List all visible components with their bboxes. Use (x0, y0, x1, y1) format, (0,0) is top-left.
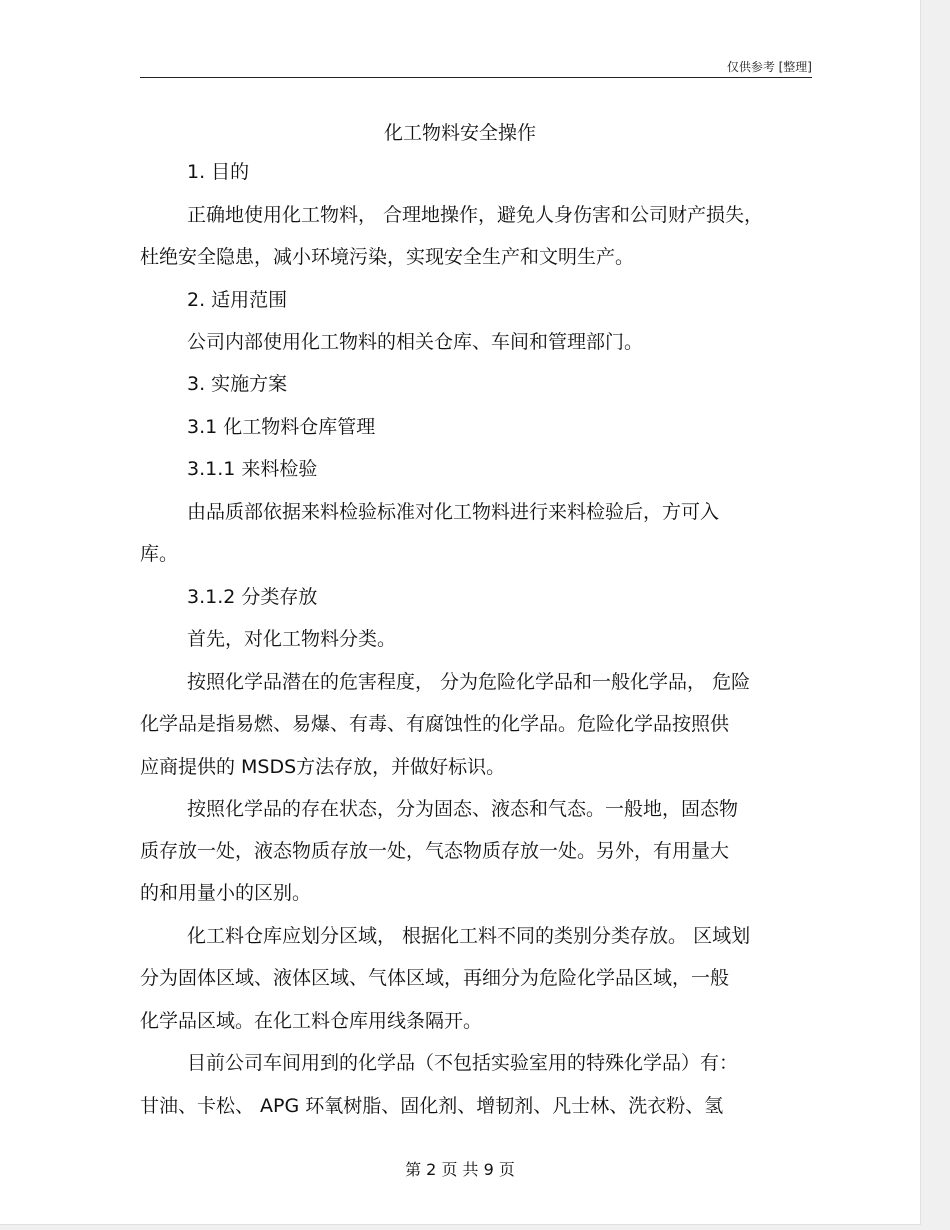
paragraph-line: 正确地使用化工物料， 合理地操作，避免人身伤害和公司财产损失， (187, 204, 764, 226)
paragraph-line: 首先，对化工物料分类。 (187, 628, 397, 650)
paragraph-line: 的和用量小的区别。 (140, 882, 312, 904)
paragraph-line: 目前公司车间用到的化学品（不包括实验室用的特殊化学品）有： (187, 1052, 739, 1074)
document-title: 化工物料安全操作 (383, 122, 536, 144)
paragraph-line: 化学品区域。在化工料仓库用线条隔开。 (140, 1010, 483, 1032)
paragraph-line: 化工料仓库应划分区域， 根据化工料不同的类别分类存放。 区域划 (187, 925, 751, 947)
paragraph-line: 质存放一处，液态物质存放一处，气态物质存放一处。另外，有用量大 (140, 840, 730, 862)
paragraph-line: 公司内部使用化工物料的相关仓库、车间和管理部门。 (187, 331, 644, 353)
paragraph-line: 化学品是指易燃、易爆、有毒、有腐蚀性的化学品。危险化学品按照供 (140, 713, 730, 735)
paragraph-line: 按照化学品的存在状态，分为固态、液态和气态。一般地，固态物 (187, 798, 739, 820)
paragraph-line: 由品质部依据来料检验标准对化工物料进行来料检验后，方可入 (187, 501, 720, 523)
page-header: 仅供参考 [整理] (726, 60, 812, 74)
section-heading: 3.1 化工物料仓库管理 (187, 416, 376, 438)
paragraph-line: 甘油、卡松、 APG 环氧树脂、固化剂、增韧剂、凡士林、洗衣粉、氢 (140, 1095, 724, 1117)
section-heading: 3. 实施方案 (187, 373, 288, 395)
paragraph-line: 应商提供的 MSDS方法存放，并做好标识。 (140, 756, 506, 778)
paragraph-line: 按照化学品潜在的危害程度， 分为危险化学品和一般化学品， 危险 (187, 671, 751, 693)
section-heading: 3.1.2 分类存放 (187, 586, 318, 608)
header-rule (140, 77, 812, 78)
paragraph-line: 杜绝安全隐患，减小环境污染，实现安全生产和文明生产。 (140, 246, 635, 268)
section-heading: 3.1.1 来料检验 (187, 458, 318, 480)
section-heading: 1. 目的 (187, 161, 250, 183)
paragraph-line: 分为固体区域、液体区域、气体区域，再细分为危险化学品区域，一般 (140, 967, 730, 989)
page-footer: 第 2 页 共 9 页 (405, 1160, 515, 1179)
paragraph-line: 库。 (140, 543, 179, 565)
section-heading: 2. 适用范围 (187, 289, 288, 311)
